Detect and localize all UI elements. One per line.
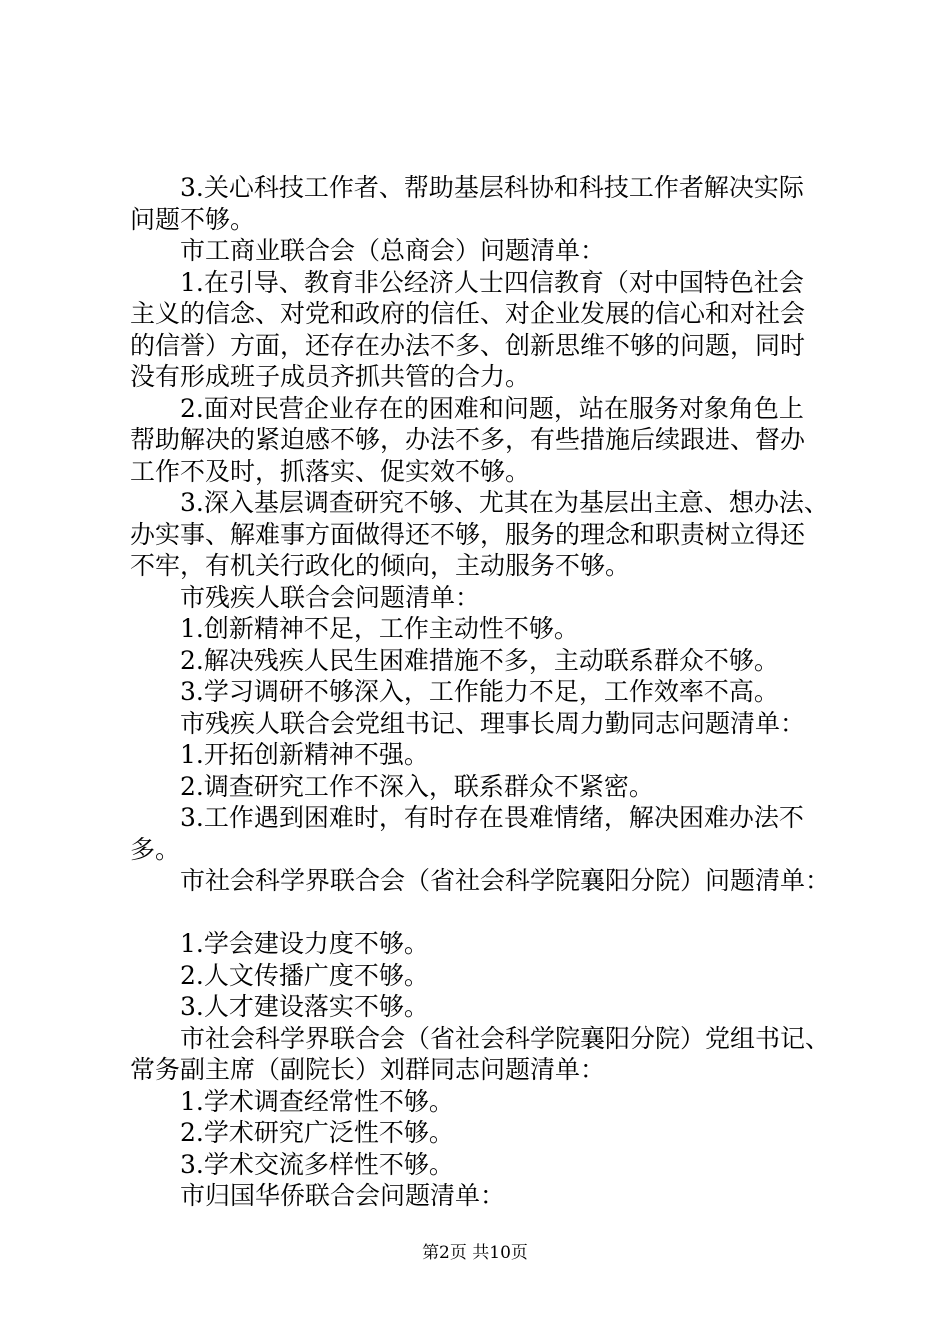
text-line: 2.人文传播广度不够。 bbox=[180, 960, 429, 990]
text-line: 3.工作遇到困难时，有时存在畏难情绪，解决困难办法不 bbox=[180, 803, 804, 832]
text-line: 2.调查研究工作不深入，联系群众不紧密。 bbox=[180, 771, 654, 801]
text-line: 2.学术研究广泛性不够。 bbox=[180, 1118, 454, 1147]
document-body bbox=[130, 172, 830, 1212]
text-line: 3.深入基层调查研究不够、尤其在为基层出主意、想办法、 bbox=[180, 488, 829, 517]
text-line: 2.解决残疾人民生困难措施不多，主动联系群众不够。 bbox=[180, 645, 779, 675]
blank-line bbox=[130, 897, 830, 929]
text-line: 不牢，有机关行政化的倾向，主动服务不够。 bbox=[130, 551, 631, 580]
text-line: 多。 bbox=[130, 834, 181, 864]
text-line: 3.关心科技工作者、帮助基层科协和科技工作者解决实际 bbox=[180, 173, 804, 202]
text-line: 市社会科学界联合会（省社会科学院襄阳分院）党组书记、 bbox=[180, 1023, 831, 1053]
text-line: 办实事、解难事方面做得还不够，服务的理念和职责树立得还 bbox=[130, 519, 806, 549]
text-line: 市残疾人联合会党组书记、理事长周力勤同志问题清单： bbox=[180, 708, 806, 738]
text-line: 主义的信念、对党和政府的信任、对企业发展的信心和对社会 bbox=[130, 299, 806, 328]
text-line: 常务副主席（副院长）刘群同志问题清单： bbox=[130, 1055, 606, 1084]
text-line: 问题不够。 bbox=[130, 204, 256, 234]
text-line: 工作不及时，抓落实、促实效不够。 bbox=[130, 456, 531, 486]
text-line: 2.面对民营企业存在的困难和问题，站在服务对象角色上 bbox=[180, 393, 804, 423]
text-line: 市归国华侨联合会问题清单： bbox=[180, 1181, 506, 1210]
text-line: 市工商业联合会（总商会）问题清单： bbox=[180, 236, 606, 265]
text-line: 1.学会建设力度不够。 bbox=[180, 929, 429, 958]
text-line: 1.学术调查经常性不够。 bbox=[180, 1086, 454, 1116]
text-line: 的信誉）方面，还存在办法不多、创新思维不够的问题，同时 bbox=[130, 330, 806, 360]
text-line: 3.学术交流多样性不够。 bbox=[180, 1149, 454, 1179]
page-footer: 第2页 共10页 bbox=[422, 1243, 528, 1263]
text-line: 1.创新精神不足，工作主动性不够。 bbox=[180, 614, 579, 643]
text-line: 1.在引导、教育非公经济人士四信教育（对中国特色社会 bbox=[180, 267, 804, 297]
text-line: 市残疾人联合会问题清单： bbox=[180, 582, 481, 612]
text-line: 市社会科学界联合会（省社会科学院襄阳分院）问题清单： bbox=[180, 866, 831, 895]
text-line: 帮助解决的紧迫感不够，办法不多，有些措施后续跟进、督办 bbox=[130, 425, 806, 454]
text-line: 3.学习调研不够深入，工作能力不足，工作效率不高。 bbox=[180, 677, 779, 706]
text-line: 3.人才建设落实不够。 bbox=[180, 992, 429, 1021]
text-line: 1.开拓创新精神不强。 bbox=[180, 740, 429, 769]
text-line: 没有形成班子成员齐抓共管的合力。 bbox=[130, 362, 531, 391]
